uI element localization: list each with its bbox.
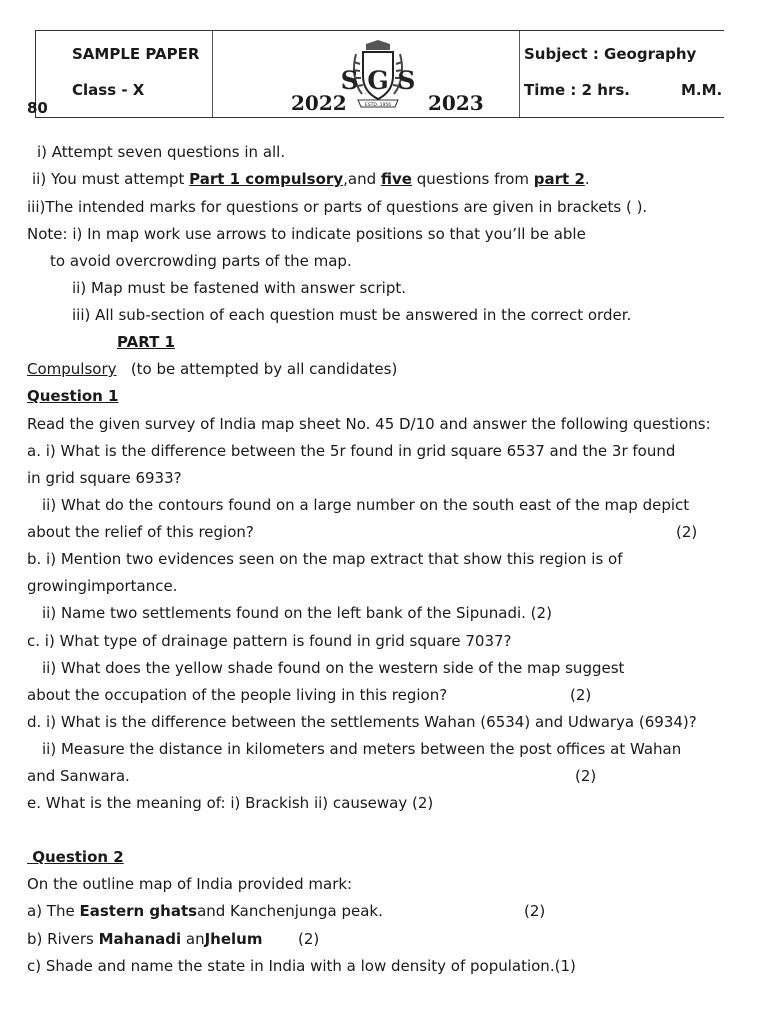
part2-emphasis: part 2 xyxy=(533,170,585,188)
q1-c-i: c. i) What type of drainage pattern is found in grid square 7037? xyxy=(27,632,512,650)
subject-label: Subject : Geography xyxy=(524,45,697,63)
question-1-heading: Question 1 xyxy=(27,387,119,405)
instruction-i: i) Attempt seven questions in all. xyxy=(37,143,286,161)
q2-a-marks: (2) xyxy=(524,902,546,920)
max-marks-label: M.M. xyxy=(681,81,723,99)
year-left: 2022 xyxy=(291,91,347,115)
jhelum-emphasis: Jhelum xyxy=(204,930,263,948)
mahanadi-emphasis: Mahanadi xyxy=(98,930,182,948)
q2-b: b) Rivers Mahanadi anJhelum xyxy=(27,930,263,948)
school-crest-icon xyxy=(340,38,416,112)
note-i-continued: to avoid overcrowding parts of the map. xyxy=(50,252,352,270)
q2-intro: On the outline map of India provided mark: xyxy=(27,875,353,893)
instruction-iii: iii)The intended marks for questions or parts of questions are given in brackets ( ). xyxy=(27,198,648,216)
class-label: Class - X xyxy=(72,81,145,99)
q2-c: c) Shade and name the state in India with a low density of population.(1) xyxy=(27,957,576,975)
paper-title: SAMPLE PAPER xyxy=(72,45,200,63)
q1-b-i-continued: growingimportance. xyxy=(27,577,178,595)
q1-c-marks: (2) xyxy=(570,686,592,704)
header-divider-left xyxy=(212,31,213,117)
q1-d-i: d. i) What is the difference between the settlements Wahan (6534) and Udwarya (6934)? xyxy=(27,713,697,731)
part1-heading: PART 1 xyxy=(117,333,175,351)
eastern-ghats-emphasis: Eastern ghats xyxy=(79,902,198,920)
q1-d-marks: (2) xyxy=(575,767,597,785)
compulsory-label: Compulsory xyxy=(27,360,117,378)
compulsory-note: (to be attempted by all candidates) xyxy=(130,360,398,378)
q1-c-ii-continued: about the occupation of the people living in this region? xyxy=(27,686,448,704)
instruction-ii: ii) You must attempt Part 1 compulsory,and five questions from part 2. xyxy=(32,170,590,188)
time-label: Time : 2 hrs. xyxy=(524,81,630,99)
q1-d-ii-continued: and Sanwara. xyxy=(27,767,130,785)
part1-compulsory-emphasis: Part 1 compulsory xyxy=(189,170,344,188)
q2-a: a) The Eastern ghatsand Kanchenjunga peak. xyxy=(27,902,383,920)
q1-c-ii: ii) What does the yellow shade found on the western side of the map suggest xyxy=(42,659,625,677)
q1-a-marks: (2) xyxy=(676,523,698,541)
question-2-heading: Question 2 xyxy=(27,848,124,866)
q1-e: e. What is the meaning of: i) Brackish ii) causeway (2) xyxy=(27,794,434,812)
note-iii: iii) All sub-section of each question must be answered in the correct order. xyxy=(72,306,632,324)
q1-b-i: b. i) Mention two evidences seen on the map extract that show this region is of xyxy=(27,550,623,568)
q1-a-ii-continued: about the relief of this region? xyxy=(27,523,254,541)
compulsory-line xyxy=(27,359,397,379)
crest-letters: S G S xyxy=(340,66,416,95)
q1-intro: Read the given survey of India map sheet No. 45 D/10 and answer the following questions: xyxy=(27,415,711,433)
year-right: 2023 xyxy=(428,91,484,115)
note-ii: ii) Map must be fastened with answer script. xyxy=(72,279,407,297)
five-emphasis: five xyxy=(380,170,412,188)
max-marks-value: 80 xyxy=(27,99,48,117)
q1-a-i-continued: in grid square 6933? xyxy=(27,469,182,487)
q1-d-ii: ii) Measure the distance in kilometers and meters between the post offices at Wahan xyxy=(42,740,682,758)
note-i: Note: i) In map work use arrows to indicate positions so that you’ll be able xyxy=(27,225,586,243)
q1-b-ii: ii) Name two settlements found on the left bank of the Sipunadi. (2) xyxy=(42,604,552,622)
header-divider-right xyxy=(519,31,520,117)
q1-a-i: a. i) What is the difference between the 5r found in grid square 6537 and the 3r found xyxy=(27,442,676,460)
q1-a-ii: ii) What do the contours found on a large number on the south east of the map depict xyxy=(42,496,690,514)
crest-ribbon-text: ESTD. 1956 xyxy=(364,103,392,108)
q2-b-marks: (2) xyxy=(298,930,320,948)
